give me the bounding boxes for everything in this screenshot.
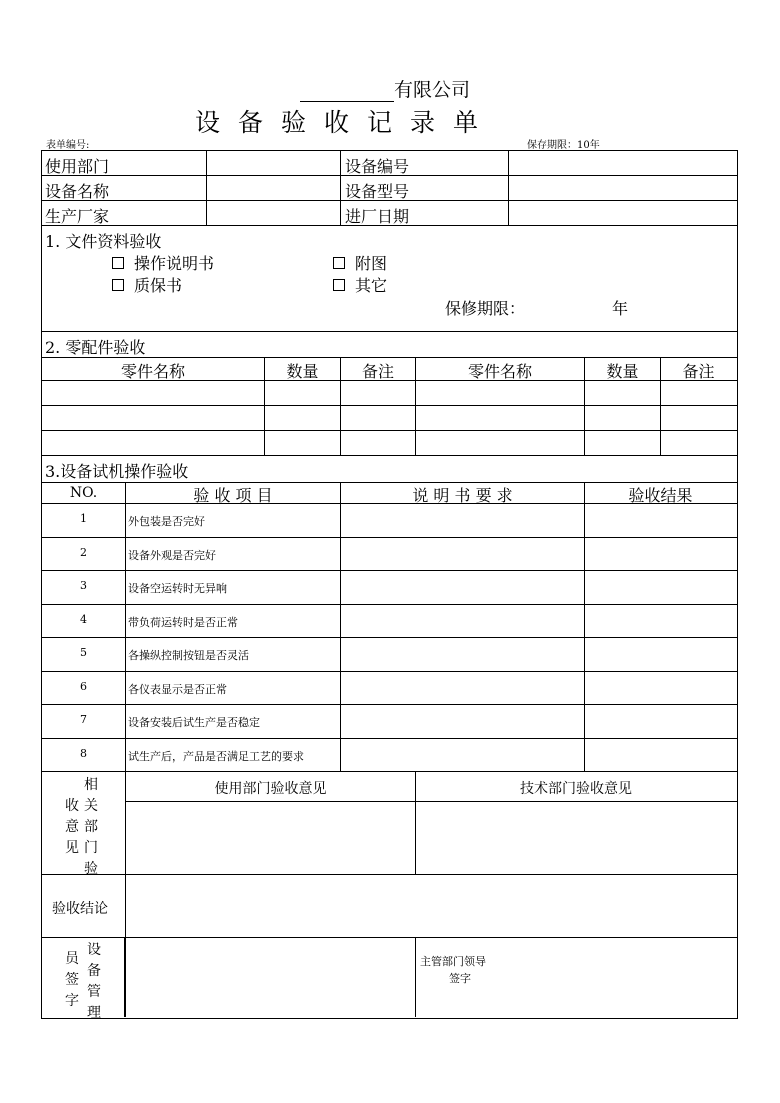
trial-heading: 3.设备试机操作验收 bbox=[45, 462, 189, 481]
page-title: 设备验收记录单 bbox=[195, 108, 497, 137]
checkbox-icon[interactable] bbox=[112, 279, 124, 291]
tech-dept-opinion-field[interactable] bbox=[416, 802, 736, 873]
use-dept-value[interactable] bbox=[207, 151, 339, 174]
trial-row-item: 设备外观是否完好 bbox=[128, 549, 216, 562]
device-name-label: 设备名称 bbox=[45, 182, 110, 201]
trial-row-no: 2 bbox=[80, 546, 87, 559]
checkbox-icon[interactable] bbox=[333, 257, 345, 269]
trial-header-requirement: 说 明 书 要 求 bbox=[412, 486, 513, 505]
company-name bbox=[300, 75, 470, 102]
documents-heading: 1. 文件资料验收 bbox=[45, 232, 162, 251]
device-no-value[interactable] bbox=[509, 151, 736, 174]
device-name-value[interactable] bbox=[207, 176, 339, 199]
trial-row-no: 3 bbox=[80, 579, 87, 592]
trial-row-no: 8 bbox=[80, 747, 87, 760]
parts-header-qty-2: 数量 bbox=[606, 362, 639, 381]
device-model-label: 设备型号 bbox=[345, 182, 410, 201]
entry-date-value[interactable] bbox=[509, 201, 736, 224]
warranty-label: 保修期限： bbox=[445, 299, 526, 318]
trial-row-item: 带负荷运转时是否正常 bbox=[128, 616, 238, 629]
trial-row-item: 试生产后，产品是否满足工艺的要求 bbox=[128, 750, 304, 763]
checkbox-icon[interactable] bbox=[112, 257, 124, 269]
leader-signature-label-line1: 主管部门领导 bbox=[420, 955, 486, 968]
signature-label-col1: 员签字 bbox=[65, 951, 79, 1009]
trial-row-item: 设备空运转时无异响 bbox=[128, 582, 227, 595]
parts-header-name: 零件名称 bbox=[120, 362, 185, 381]
trial-header-item: 验 收 项 目 bbox=[193, 486, 273, 505]
trial-row-item: 各操纵控制按钮是否灵活 bbox=[128, 649, 249, 662]
checkbox-icon[interactable] bbox=[333, 279, 345, 291]
trial-row-item: 外包装是否完好 bbox=[128, 515, 205, 528]
retention-label: 保存期限：10年 bbox=[527, 140, 600, 151]
tech-dept-opinion-label: 技术部门验收意见 bbox=[520, 781, 632, 797]
doc-item-warranty[interactable]: 质保书 bbox=[112, 273, 182, 296]
signature-label-col2: 设备管理 bbox=[87, 942, 101, 1021]
doc-item-other[interactable]: 其它 bbox=[333, 273, 387, 296]
doc-item-manual[interactable]: 操作说明书 bbox=[112, 251, 214, 274]
opinions-label-col2: 相关部门验 bbox=[84, 777, 98, 877]
manufacturer-label: 生产厂家 bbox=[45, 207, 110, 226]
company-name-blank[interactable] bbox=[300, 83, 394, 102]
leader-signature-label-line2: 签字 bbox=[449, 972, 471, 985]
trial-row-no: 4 bbox=[80, 613, 87, 626]
conclusion-label: 验收结论 bbox=[52, 901, 108, 917]
doc-item-drawing[interactable]: 附图 bbox=[333, 251, 387, 274]
entry-date-label: 进厂日期 bbox=[345, 207, 410, 226]
warranty-unit: 年 bbox=[612, 299, 629, 318]
user-dept-opinion-field[interactable] bbox=[126, 802, 414, 873]
parts-header-note: 备注 bbox=[361, 362, 394, 381]
parts-heading: 2. 零配件验收 bbox=[45, 338, 146, 357]
manufacturer-value[interactable] bbox=[207, 201, 339, 224]
parts-header-note-2: 备注 bbox=[682, 362, 715, 381]
use-dept-label: 使用部门 bbox=[45, 157, 110, 176]
conclusion-field[interactable] bbox=[126, 875, 736, 936]
trial-row-item: 设备安装后试生产是否稳定 bbox=[128, 716, 260, 729]
trial-row-no: 1 bbox=[80, 512, 87, 525]
opinions-label-col1: 收意见 bbox=[65, 798, 79, 856]
trial-row-no: 5 bbox=[80, 646, 87, 659]
parts-header-name-2: 零件名称 bbox=[467, 362, 532, 381]
trial-row-no: 6 bbox=[80, 680, 87, 693]
user-dept-opinion-label: 使用部门验收意见 bbox=[214, 781, 327, 797]
trial-header-result: 验收结果 bbox=[628, 486, 693, 505]
parts-header-qty: 数量 bbox=[286, 362, 319, 381]
equipment-manager-signature-field[interactable] bbox=[126, 938, 414, 1016]
company-suffix: 有限公司 bbox=[394, 79, 471, 101]
trial-row-item: 各仪表显示是否正常 bbox=[128, 683, 227, 696]
device-no-label: 设备编号 bbox=[345, 157, 410, 176]
trial-row-no: 7 bbox=[80, 713, 87, 726]
device-model-value[interactable] bbox=[509, 176, 736, 199]
form-no-label: 表单编号: bbox=[46, 140, 90, 151]
trial-header-no: NO. bbox=[69, 485, 98, 501]
